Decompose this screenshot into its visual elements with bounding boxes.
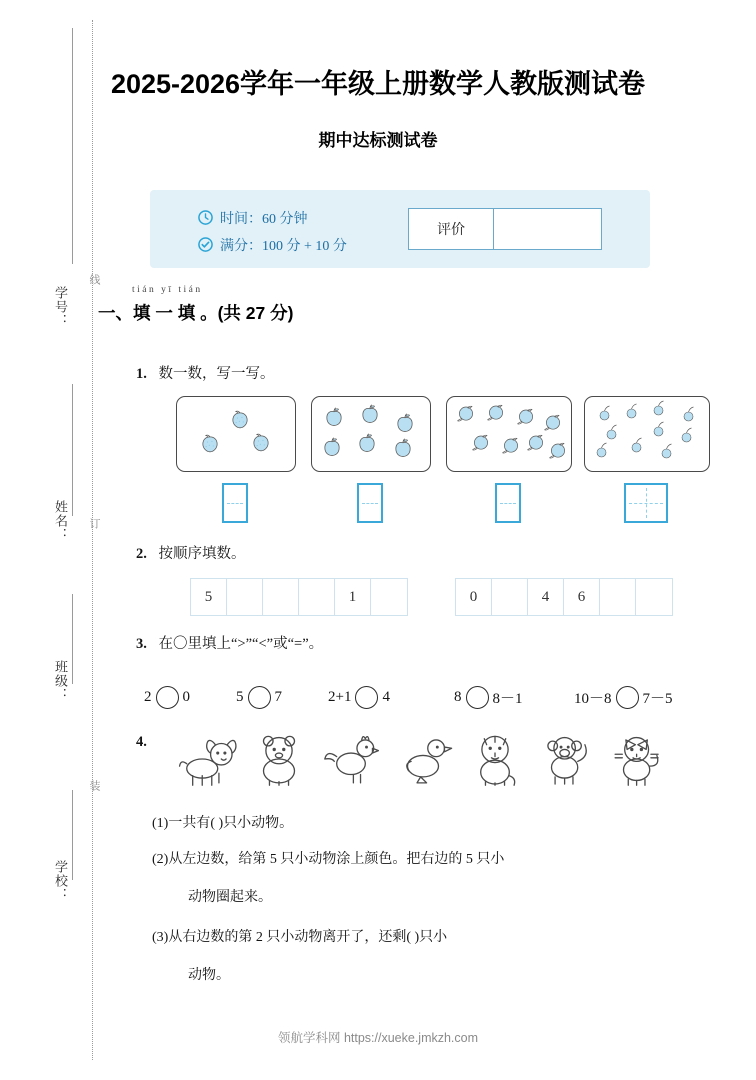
comparison-item — [328, 686, 390, 709]
margin-mark-xian: 线 — [88, 274, 100, 285]
rail-line-3 — [72, 594, 73, 684]
comparison-right: 4 — [382, 689, 390, 705]
peach-icon — [499, 433, 523, 462]
number-sequence-left — [190, 578, 408, 616]
sequence-cell-filled: 1 — [335, 579, 371, 615]
footer-watermark: 领航学科网 https://xueke.jmkzh.com — [277, 1031, 479, 1045]
comparison-item — [454, 686, 523, 709]
duck-icon — [392, 728, 454, 790]
comparison-item — [574, 686, 673, 709]
count-answer-box[interactable] — [222, 483, 248, 523]
exam-score-label: 满分：100 分 + 10 分 — [220, 238, 347, 254]
sequence-cell-filled: 0 — [456, 579, 492, 615]
question-2-number: 2. — [136, 546, 147, 562]
picture-box-strawberry — [176, 396, 296, 472]
picture-box-peach — [446, 396, 572, 472]
question-1-picture-row — [176, 396, 696, 470]
sequence-cell-filled: 4 — [528, 579, 564, 615]
question-4-heading — [136, 734, 147, 751]
rail-line-2 — [72, 384, 73, 516]
comparison-operator-circle[interactable] — [248, 686, 271, 709]
exam-info-box — [150, 190, 650, 268]
bear-icon — [248, 728, 310, 790]
cherry-icon — [622, 401, 642, 426]
strawberry-icon — [197, 431, 223, 462]
peach-icon — [546, 438, 570, 467]
sequence-cell-blank[interactable] — [492, 579, 528, 615]
question-2-heading — [136, 542, 246, 563]
apple-icon — [321, 404, 347, 435]
question-2-text: 按顺序填数。 — [158, 546, 246, 562]
question-4-sub3-line1: (3)从右边数的第 2 只小动物离开了，还剩( )只小 — [152, 930, 448, 945]
evaluation-input-cell[interactable] — [494, 209, 601, 249]
question-3-number: 3. — [136, 636, 147, 652]
question-1-answer-row — [176, 483, 696, 525]
section-title: 一、填 一 填 。(共 27 分) — [98, 303, 294, 323]
evaluation-table — [408, 208, 602, 250]
question-1-heading — [136, 362, 275, 383]
tiger-icon — [464, 728, 526, 790]
question-4-number: 4. — [136, 734, 147, 750]
exam-info-lines — [198, 204, 347, 258]
comparison-operator-circle[interactable] — [466, 686, 489, 709]
peach-icon — [454, 401, 478, 430]
sequence-cell-blank[interactable] — [227, 579, 263, 615]
question-4-sub1: (1)一共有( )只小动物。 — [152, 816, 294, 831]
count-answer-box[interactable] — [624, 483, 668, 523]
exam-score-line — [198, 231, 347, 258]
section-pinyin: tián yī tián — [132, 285, 203, 295]
exam-time-label: 时间：60 分钟 — [220, 211, 308, 227]
question-4-sub2-line2: 动物圈起来。 — [188, 890, 272, 905]
comparison-right: 7 — [274, 689, 282, 705]
comparison-operator-circle[interactable] — [156, 686, 179, 709]
rail-dotted-line — [92, 20, 93, 1060]
sequence-cell-filled: 6 — [564, 579, 600, 615]
comparison-left: 2+1 — [328, 689, 352, 705]
margin-label-name: 姓名： — [53, 500, 68, 542]
monkey-icon — [536, 728, 598, 790]
count-answer-box[interactable] — [495, 483, 521, 523]
margin-label-student-id: 学号： — [53, 286, 68, 328]
dog-icon — [176, 728, 238, 790]
comparison-operator-circle[interactable] — [616, 686, 639, 709]
page-title: 2025-2026学年一年级上册数学人教版测试卷 — [110, 69, 646, 99]
comparison-operator-circle[interactable] — [355, 686, 378, 709]
evaluation-label: 评价 — [409, 209, 494, 249]
apple-icon — [354, 430, 380, 461]
peach-icon — [484, 400, 508, 429]
margin-label-class: 班级： — [53, 660, 68, 702]
sequence-cell-filled: 5 — [191, 579, 227, 615]
count-answer-box[interactable] — [357, 483, 383, 523]
margin-mark-zhuang: 装 — [88, 780, 100, 791]
apple-icon — [319, 434, 345, 465]
margin-label-school: 学校： — [53, 860, 68, 902]
question-4-sub3-line2: 动物。 — [188, 968, 230, 983]
picture-box-cherry — [584, 396, 710, 472]
question-4-sub2-line1: (2)从左边数，给第 5 只小动物涂上颜色。把右边的 5 只小 — [152, 852, 505, 867]
comparison-right: 8－1 — [492, 691, 523, 707]
picture-box-apple — [311, 396, 431, 472]
cat-icon — [608, 728, 670, 790]
cherry-icon — [627, 435, 647, 460]
peach-icon — [514, 404, 538, 433]
cherry-icon — [657, 441, 677, 466]
comparison-left: 10－8 — [574, 691, 612, 707]
question-1-text: 数一数，写一写。 — [158, 366, 275, 382]
rooster-icon — [320, 728, 382, 790]
sequence-cell-blank[interactable] — [371, 579, 407, 615]
apple-icon — [357, 401, 383, 432]
sequence-cell-blank[interactable] — [600, 579, 636, 615]
margin-mark-ding: 订 — [88, 518, 100, 529]
page-subtitle: 期中达标测试卷 — [318, 131, 438, 150]
comparison-left: 2 — [144, 689, 152, 705]
apple-icon — [390, 435, 416, 466]
comparison-left: 5 — [236, 689, 244, 705]
comparison-item — [236, 686, 282, 709]
comparison-right: 0 — [182, 689, 190, 705]
sequence-cell-blank[interactable] — [299, 579, 335, 615]
sequence-cell-blank[interactable] — [263, 579, 299, 615]
margin-rail — [0, 0, 100, 1080]
number-sequence-right — [455, 578, 673, 616]
peach-icon — [524, 430, 548, 459]
peach-icon — [469, 430, 493, 459]
question-3-text: 在〇里填上“>”“<”或“=”。 — [158, 636, 324, 652]
comparison-right: 7－5 — [642, 691, 673, 707]
comparison-left: 8 — [454, 689, 462, 705]
comparison-row — [144, 686, 700, 716]
rail-line-4 — [72, 790, 73, 880]
comparison-item — [144, 686, 190, 709]
check-circle-icon — [198, 237, 213, 252]
question-4-animal-row — [176, 728, 696, 790]
sequence-cell-blank[interactable] — [636, 579, 672, 615]
question-1-number: 1. — [136, 366, 147, 382]
question-3-heading — [136, 632, 323, 653]
clock-icon — [198, 210, 213, 225]
cherry-icon — [677, 425, 697, 450]
exam-time-line — [198, 204, 347, 231]
strawberry-icon — [248, 430, 274, 461]
section-heading — [98, 285, 294, 325]
cherry-icon — [592, 440, 612, 465]
